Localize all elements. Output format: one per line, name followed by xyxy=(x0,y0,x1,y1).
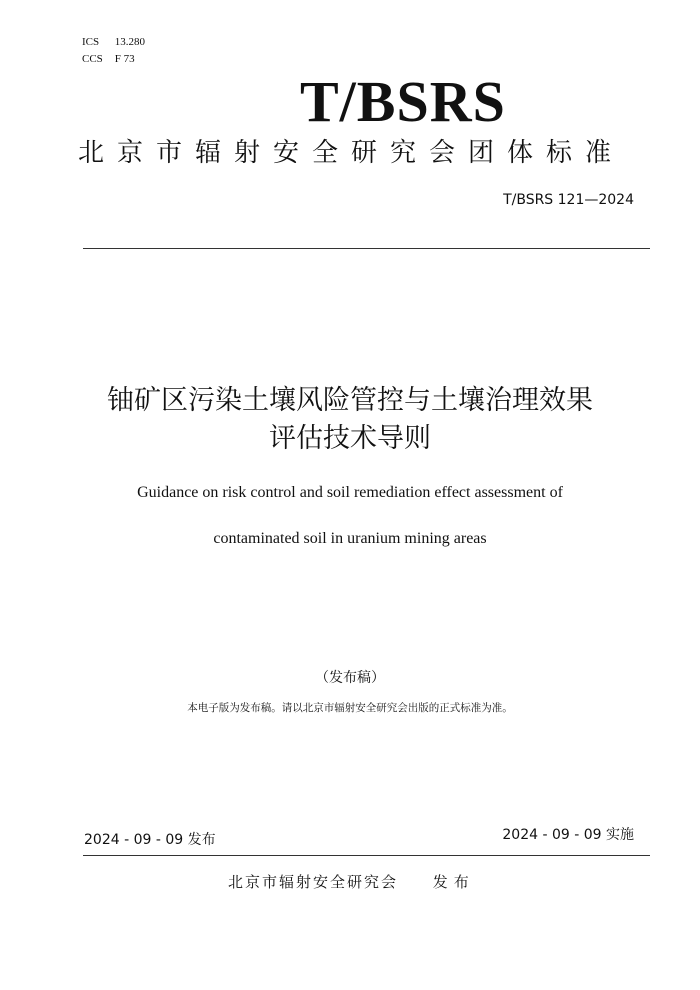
publication-notice: 本电子版为发布稿。请以北京市辐射安全研究会出版的正式标准为准。 xyxy=(187,702,513,714)
ics-code xyxy=(82,34,145,51)
ccs-value: F 73 xyxy=(114,53,135,65)
standard-number: T/BSRS 121—2024 xyxy=(503,192,634,208)
document-title-cn xyxy=(50,382,650,458)
publisher-name: 北京市辐射安全研究会 xyxy=(228,873,399,891)
implementation-date: 2024 - 09 - 09 实施 xyxy=(502,827,634,843)
organization-title: 北京市辐射安全研究会团体标准 xyxy=(78,138,625,168)
classification-codes xyxy=(82,34,145,68)
title-cn-line-1: 铀矿区污染土壤风险管控与土壤治理效果 xyxy=(107,385,593,416)
title-en-line-1: Guidance on risk control and soil remediation effect assessment of xyxy=(137,484,563,501)
ics-label: ICS xyxy=(82,36,100,48)
draft-status: （发布稿） xyxy=(315,671,385,686)
ccs-label: CCS xyxy=(82,53,103,65)
publisher-line xyxy=(228,872,475,892)
ccs-code xyxy=(82,51,145,68)
top-divider xyxy=(83,248,650,249)
bottom-divider xyxy=(83,855,650,856)
title-cn-line-2: 评估技术导则 xyxy=(269,423,431,454)
release-date: 2024 - 09 - 09 发布 xyxy=(84,832,216,848)
standard-logo: T/BSRS xyxy=(300,69,506,134)
publisher-action: 发布 xyxy=(432,873,475,891)
title-en-line-2: contaminated soil in uranium mining areas xyxy=(213,530,487,547)
ics-value: 13.280 xyxy=(114,36,145,48)
